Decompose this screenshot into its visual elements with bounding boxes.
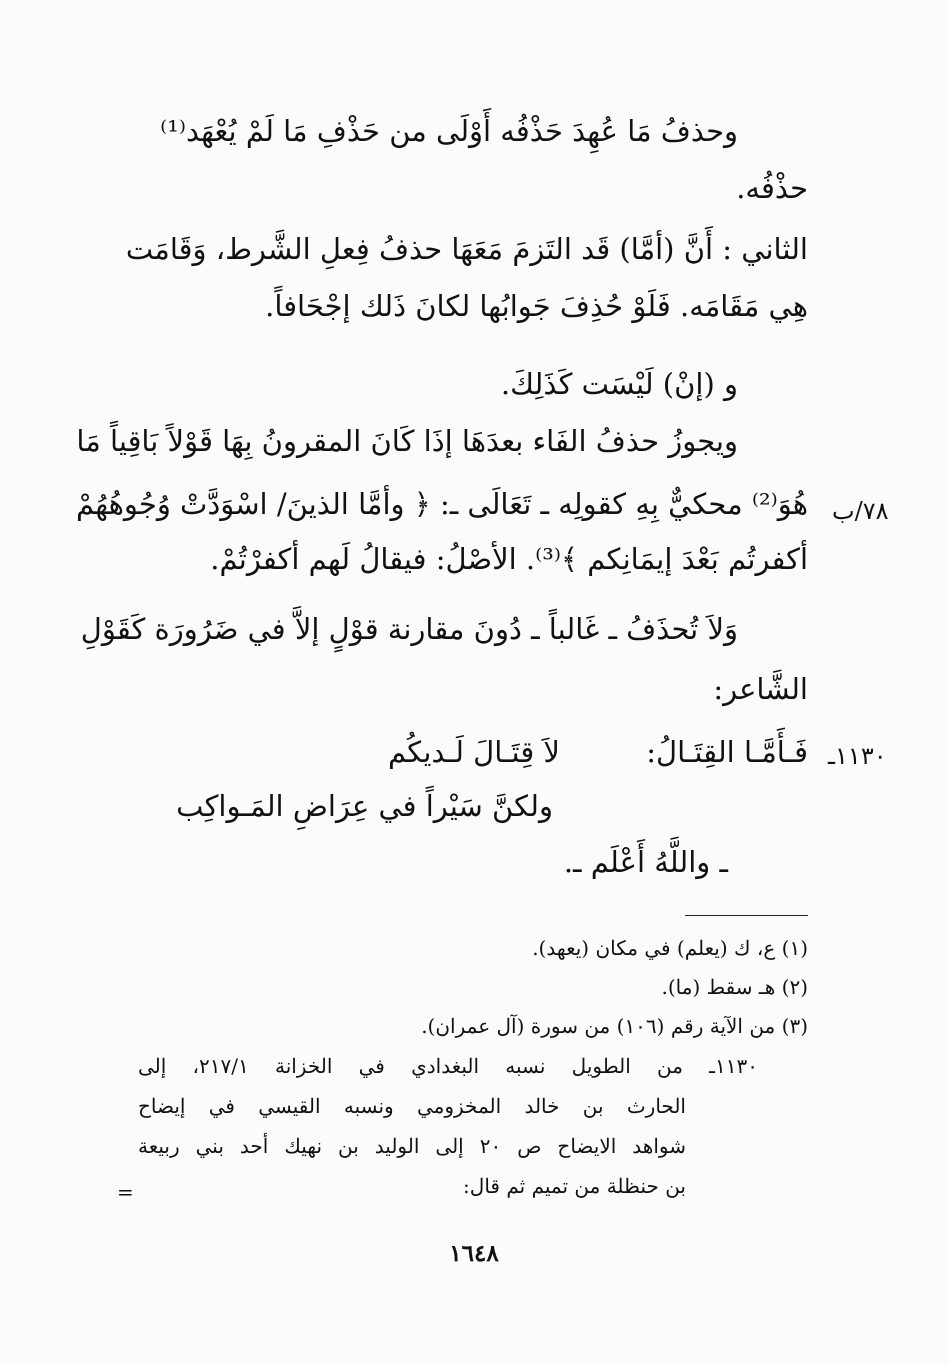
body-line-5: و (إنْ) لَيْسَت كَذَلِكَ.: [500, 367, 738, 401]
body-line-8: أكفرتُم بَعْدَ إيمَانِكم ﴾⁽³⁾. الأصْلُ: فيقالُ لَهم أكفرْتُمْ.: [210, 542, 808, 576]
verse-line-1: [388, 735, 808, 769]
verse-number: ١١٣٠ـ: [828, 742, 887, 770]
verse-line-2: ولكنَّ سَيْراً في عِرَاضِ المَـواكِب: [176, 789, 553, 823]
body-line-6: ويجوزُ حذفُ الفَاء بعدَهَا إذَا كَانَ المقرونُ بِهَا قَوْلاً بَاقِياً مَا: [76, 424, 738, 458]
verse-hemistich-1b: لاَ قِتَـالَ لَـديكُم: [388, 735, 560, 769]
footnote-separator: [685, 915, 808, 916]
closing-formula: ـ واللَّهُ أَعْلَم ـ.: [563, 845, 728, 879]
body-line-10: الشَّاعر:: [713, 672, 808, 706]
verse-note-line-2: الحارث بن خالد المخزومي ونسبه القيسي في إيضاح: [138, 1094, 686, 1118]
body-line-3: الثاني : أَنَّ (أمَّا) قَد التَزمَ مَعَهَا حذفُ فِعلِ الشَّرط، وَقَامَت: [125, 232, 808, 266]
continuation-mark: =: [117, 1180, 134, 1204]
footnote-1: (١) ع، ك (يعلم) في مكان (يعهد).: [532, 936, 808, 960]
body-line-9: وَلاَ تُحذَفُ ـ غَالباً ـ دُونَ مقارنة قوْلٍ إلاَّ في ضَرُورَة كَقَوْلِ: [80, 612, 738, 646]
verse-note-line-1: ١١٣٠ـ من الطويل نسبه البغدادي في الخزانة ٢١٧/١، إلى: [138, 1054, 759, 1078]
margin-folio: ٧٨/ب: [832, 497, 889, 525]
footnote-2: (٢) هـ سقط (ما).: [661, 975, 808, 999]
body-line-2: حذْفُه.: [736, 171, 808, 205]
body-line-4: هِي مَقَامَه. فَلَوْ حُذِفَ جَوابُها لكانَ ذَلك إجْحَافاً.: [265, 289, 808, 323]
verse-hemistich-1a: فَـأَمَّـا القِتَـالُ:: [646, 735, 808, 769]
page-number: ١٦٤٨: [449, 1240, 499, 1267]
body-line-1: وحذفُ مَا عُهِدَ حَذْفُه أَوْلَى من حَذْفِ مَا لَمْ يُعْهَد⁽¹⁾: [160, 114, 738, 148]
footnote-3: (٣) من الآية رقم (١٠٦) من سورة (آل عمران).: [421, 1014, 808, 1038]
body-line-7: هُوَ⁽²⁾ محكيٌّ بِهِ كقولِه ـ تَعَالَى ـ: ﴿ وأمَّا الذينَ/ اسْوَدَّتْ وُجُوهُهُمْ: [75, 487, 808, 521]
verse-note-line-4: بن حنظلة من تميم ثم قال:: [463, 1174, 686, 1198]
verse-note-line-3: شواهد الايضاح ص ٢٠ إلى الوليد بن نهيك أحد بني ربيعة: [138, 1134, 686, 1158]
